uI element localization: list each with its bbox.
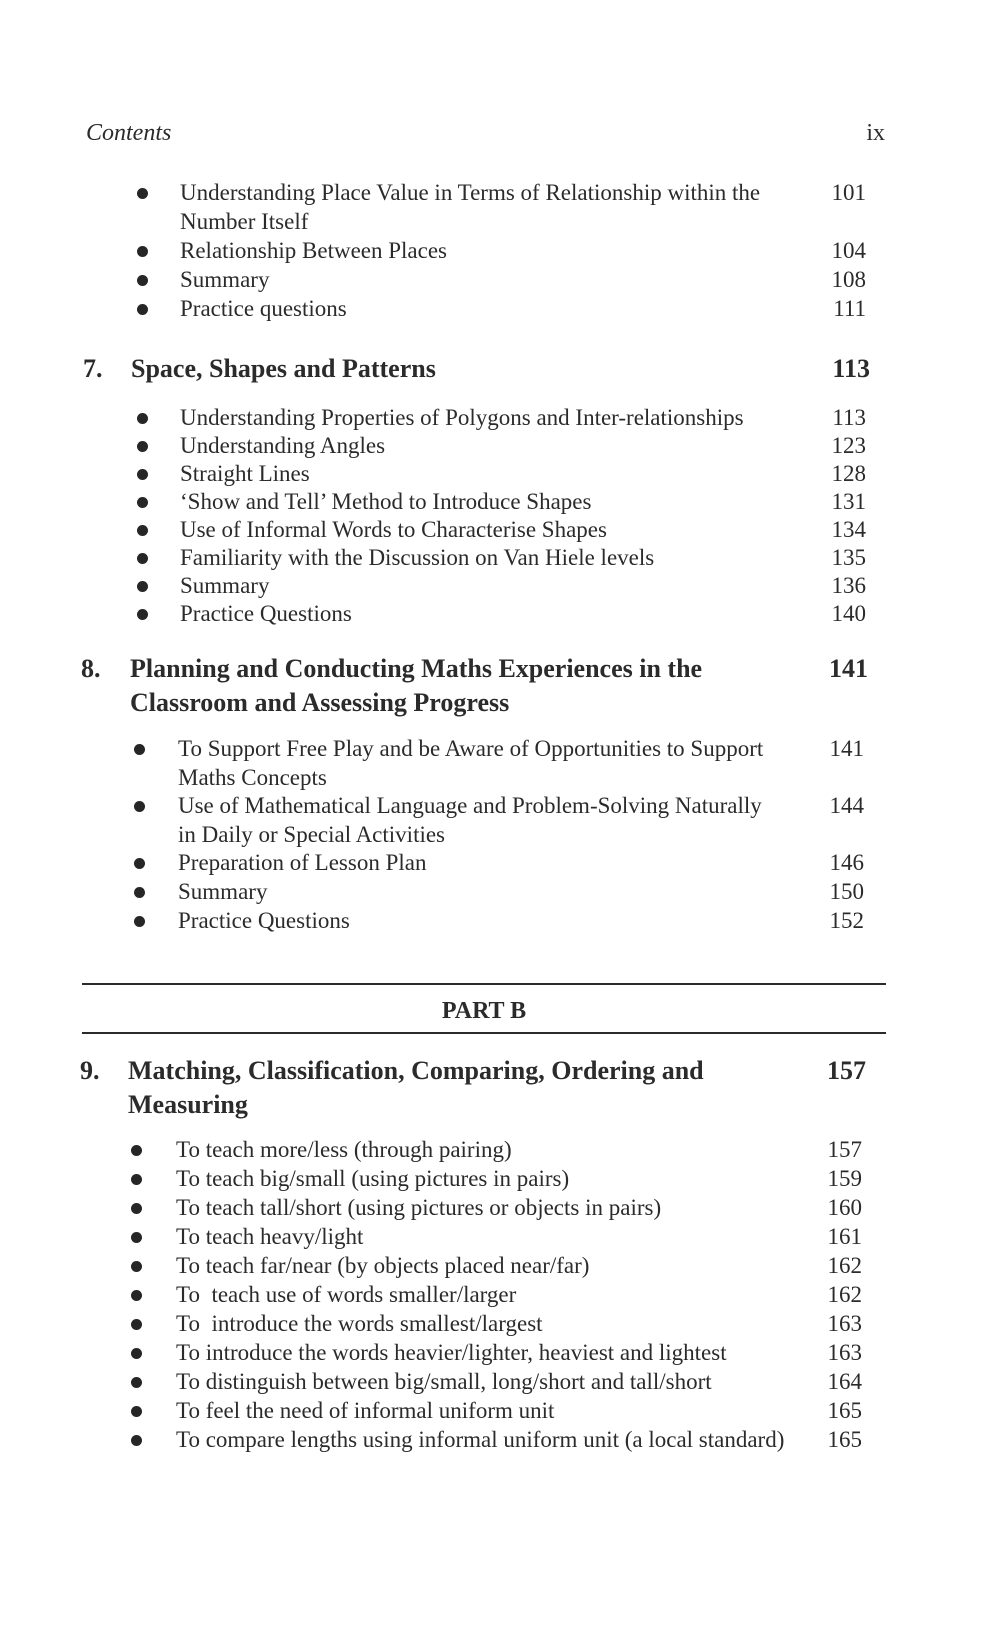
part-heading: PART B: [441, 998, 527, 1024]
entry-title: Practice questions: [180, 296, 347, 321]
entry-title: To feel the need of informal uniform unit: [176, 1398, 555, 1423]
entry-title: Familiarity with the Discussion on Van Hiele levels: [180, 545, 655, 570]
entry-title: To compare lengths using informal uniform unit (a local standard): [176, 1427, 785, 1452]
entry-title: To teach more/less (through pairing): [176, 1137, 512, 1162]
toc-entry[interactable]: [0, 1396, 1003, 1425]
entry-title-line1: Use of Mathematical Language and Problem-Solving Naturally: [178, 793, 762, 818]
entry-page: 101: [831, 180, 866, 205]
bullet-icon: [131, 1145, 142, 1156]
entry-page: 165: [827, 1427, 862, 1452]
toc-entry[interactable]: [0, 178, 1003, 236]
toc-entry[interactable]: [0, 734, 1003, 792]
toc-entry[interactable]: [0, 431, 1003, 460]
entry-title-line2: in Daily or Special Activities: [178, 822, 446, 847]
bullet-icon: [131, 1319, 142, 1330]
entry-title-line2: Maths Concepts: [178, 765, 327, 790]
entry-title-line1: Understanding Place Value in Terms of Relationship within the: [180, 180, 761, 205]
entry-page: 160: [827, 1195, 862, 1220]
toc-entry[interactable]: [0, 1367, 1003, 1396]
bullet-icon: [131, 1435, 142, 1446]
toc-entry[interactable]: [0, 1309, 1003, 1338]
bullet-icon: [137, 413, 148, 424]
bullet-icon: [131, 1290, 142, 1301]
bullet-icon: [134, 801, 145, 812]
bullet-icon: [134, 858, 145, 869]
chapter-number: 7.: [83, 354, 103, 383]
bullet-icon: [137, 525, 148, 536]
entry-page: 157: [827, 1137, 862, 1162]
chapter-title-line1: Matching, Classification, Comparing, Ordering and: [128, 1056, 704, 1085]
page-number: ix: [866, 120, 885, 146]
bullet-icon: [131, 1174, 142, 1185]
bullet-icon: [131, 1348, 142, 1359]
entry-page: 165: [827, 1398, 862, 1423]
entry-page: 144: [829, 793, 864, 818]
bullet-icon: [137, 275, 148, 286]
entry-page: 164: [827, 1369, 862, 1394]
toc-entry[interactable]: [0, 906, 1003, 935]
entry-page: 131: [831, 489, 866, 514]
entry-page: 146: [829, 850, 864, 875]
entry-title: Preparation of Lesson Plan: [178, 850, 427, 875]
toc-entry[interactable]: [0, 294, 1003, 323]
entry-title-line1: To Support Free Play and be Aware of Opportunities to Support: [178, 736, 764, 761]
chapter-number: 8.: [81, 654, 101, 683]
entry-title: To teach use of words smaller/larger: [176, 1282, 517, 1307]
chapter-title-line2: Measuring: [128, 1090, 248, 1119]
entry-page: 113: [832, 405, 866, 430]
entry-page: 135: [831, 545, 866, 570]
toc-entry[interactable]: [0, 236, 1003, 265]
entry-page: 140: [831, 601, 866, 626]
bullet-icon: [137, 188, 148, 199]
entry-page: 104: [831, 238, 866, 263]
bullet-icon: [137, 581, 148, 592]
bullet-icon: [131, 1377, 142, 1388]
entry-title: To teach heavy/light: [176, 1224, 364, 1249]
chapter-title-line1: Planning and Conducting Maths Experiences in the: [130, 654, 703, 683]
entry-title-line2: Number Itself: [180, 209, 309, 234]
bullet-icon: [137, 497, 148, 508]
entry-title: Summary: [180, 573, 270, 598]
entry-page: 136: [831, 573, 866, 598]
entry-page: 111: [833, 296, 866, 321]
toc-entry[interactable]: [0, 459, 1003, 488]
entry-page: 159: [827, 1166, 862, 1191]
toc-entry[interactable]: [0, 1164, 1003, 1193]
entry-page: 163: [827, 1340, 862, 1365]
entry-page: 108: [831, 267, 866, 292]
entry-title: To introduce the words smallest/largest: [176, 1311, 543, 1336]
toc-entry[interactable]: [0, 403, 1003, 432]
chapter-number: 9.: [80, 1056, 100, 1085]
entry-title: ‘Show and Tell’ Method to Introduce Shapes: [180, 489, 592, 514]
entry-title: To teach far/near (by objects placed near/far): [176, 1253, 590, 1278]
entry-title: Understanding Properties of Polygons and Inter-relationships: [180, 405, 744, 430]
entry-title: To distinguish between big/small, long/short and tall/short: [176, 1369, 712, 1394]
chapter-title: Space, Shapes and Patterns: [131, 354, 436, 383]
bullet-icon: [131, 1232, 142, 1243]
entry-page: 161: [827, 1224, 862, 1249]
toc-entry[interactable]: [0, 265, 1003, 294]
entry-page: 128: [831, 461, 866, 486]
toc-entry[interactable]: [0, 791, 1003, 849]
entry-page: 123: [831, 433, 866, 458]
chapter-page: 141: [829, 654, 868, 683]
running-title: Contents: [86, 120, 172, 146]
toc-entry[interactable]: [0, 571, 1003, 600]
entry-title: Summary: [178, 879, 268, 904]
bullet-icon: [131, 1203, 142, 1214]
bullet-icon: [134, 916, 145, 927]
toc-entry[interactable]: [0, 1280, 1003, 1309]
bullet-icon: [137, 304, 148, 315]
top-divider: [82, 983, 886, 985]
entry-title: To teach big/small (using pictures in pairs): [176, 1166, 570, 1191]
toc-entry[interactable]: [0, 1222, 1003, 1251]
entry-page: 162: [827, 1253, 862, 1278]
chapter-title-line2: Classroom and Assessing Progress: [130, 688, 510, 717]
entry-title: Practice Questions: [178, 908, 350, 933]
bullet-icon: [137, 609, 148, 620]
chapter-8-heading[interactable]: [0, 652, 1003, 720]
bullet-icon: [137, 553, 148, 564]
toc-entry[interactable]: [0, 1135, 1003, 1164]
chapter-page: 157: [827, 1056, 866, 1085]
toc-entry[interactable]: [0, 877, 1003, 906]
bullet-icon: [137, 441, 148, 452]
entry-title: Relationship Between Places: [180, 238, 447, 263]
toc-entry[interactable]: [0, 1251, 1003, 1280]
toc-entry[interactable]: [0, 487, 1003, 516]
toc-entry[interactable]: [0, 543, 1003, 572]
toc-entry[interactable]: [0, 1193, 1003, 1222]
bullet-icon: [134, 744, 145, 755]
entry-title: To introduce the words heavier/lighter, heaviest and lightest: [176, 1340, 727, 1365]
toc-entry[interactable]: [0, 1425, 1003, 1454]
entry-title: Practice Questions: [180, 601, 352, 626]
bullet-icon: [131, 1261, 142, 1272]
entry-page: 134: [831, 517, 866, 542]
toc-entry[interactable]: [0, 1338, 1003, 1367]
bullet-icon: [131, 1406, 142, 1417]
chapter-page: 113: [832, 354, 870, 383]
bullet-icon: [134, 887, 145, 898]
entry-page: 150: [829, 879, 864, 904]
toc-entry[interactable]: [0, 599, 1003, 628]
running-head: [86, 120, 885, 150]
chapter-9-heading[interactable]: [0, 1054, 1003, 1122]
entry-page: 141: [829, 736, 864, 761]
entry-title: Straight Lines: [180, 461, 310, 486]
bullet-icon: [137, 246, 148, 257]
toc-entry[interactable]: [0, 848, 1003, 877]
entry-page: 163: [827, 1311, 862, 1336]
entry-page: 162: [827, 1282, 862, 1307]
entry-page: 152: [829, 908, 864, 933]
entry-title: Use of Informal Words to Characterise Shapes: [180, 517, 607, 542]
entry-title: Understanding Angles: [180, 433, 386, 458]
bullet-icon: [137, 469, 148, 480]
toc-entry[interactable]: [0, 515, 1003, 544]
entry-title: Summary: [180, 267, 270, 292]
bottom-divider: [82, 1032, 886, 1034]
entry-title: To teach tall/short (using pictures or objects in pairs): [176, 1195, 662, 1220]
